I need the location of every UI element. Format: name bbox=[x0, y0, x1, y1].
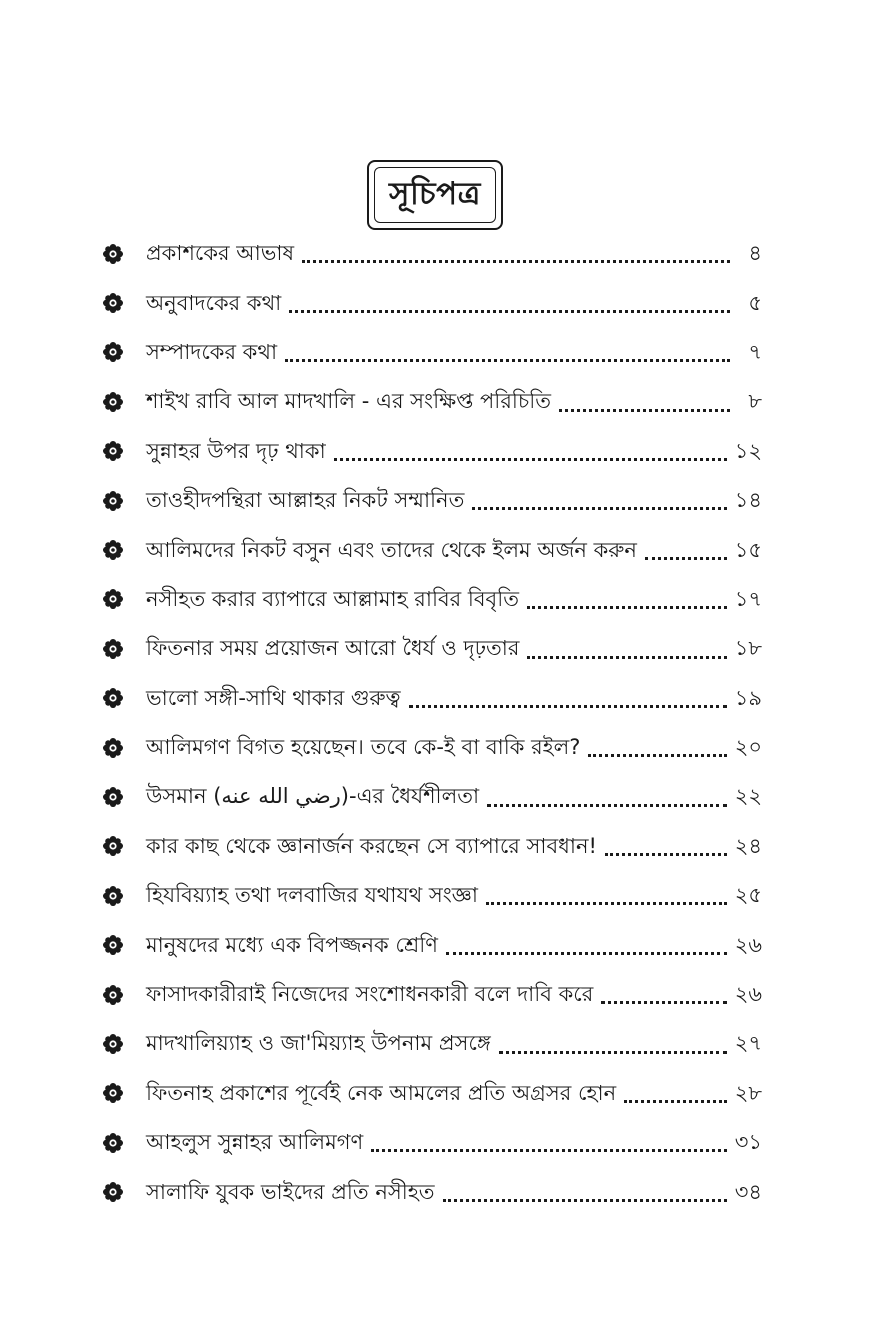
flower-icon bbox=[102, 243, 124, 265]
toc-entry bbox=[102, 476, 762, 525]
toc-entry-page: ১৪ bbox=[734, 488, 762, 513]
page-title: সূচিপত্র bbox=[374, 167, 496, 223]
toc-entry-page: ৩১ bbox=[734, 1130, 762, 1155]
dot-leader bbox=[487, 802, 727, 807]
toc-entry-title: ফাসাদকারীরাই নিজেদের সংশোধনকারী বলে দাবি করে bbox=[146, 982, 594, 1007]
toc-entry bbox=[102, 871, 762, 920]
toc-entry bbox=[102, 575, 762, 624]
toc-entry-title: তাওহীদপন্থিরা আল্লাহর নিকট সম্মানিত bbox=[146, 488, 465, 513]
toc-entry-page: ৮ bbox=[748, 389, 762, 414]
toc-entry-page: ২৬ bbox=[734, 932, 762, 957]
flower-icon bbox=[102, 539, 124, 561]
flower-icon bbox=[102, 588, 124, 610]
heading-wrap bbox=[0, 160, 870, 230]
toc-entry-title: শাইখ রাবি আল মাদখালি - এর সংক্ষিপ্ত পরিচিতি bbox=[146, 389, 551, 414]
toc-entry-page: ১২ bbox=[734, 438, 762, 463]
flower-icon bbox=[102, 687, 124, 709]
toc-entry-title: অনুবাদকের কথা bbox=[146, 290, 282, 315]
toc-entry bbox=[102, 674, 762, 723]
toc-entry bbox=[102, 427, 762, 476]
toc-entry-title: উসমান (رضي الله عنه)-এর ধৈর্যশীলতা bbox=[146, 784, 480, 809]
toc-entry-title: হিযবিয়্যাহ তথা দলবাজির যথাযথ সংজ্ঞা bbox=[146, 883, 478, 908]
dot-leader bbox=[446, 950, 727, 955]
toc-entry bbox=[102, 328, 762, 377]
toc-entry bbox=[102, 1118, 762, 1167]
toc-entry-page: ১৮ bbox=[734, 636, 762, 661]
flower-icon bbox=[102, 292, 124, 314]
toc-entry-title: মানুষদের মধ্যে এক বিপজ্জনক শ্রেণি bbox=[146, 932, 438, 957]
toc-entry-title: সালাফি যুবক ভাইদের প্রতি নসীহত bbox=[146, 1179, 435, 1204]
toc-entry-page: ২৫ bbox=[734, 883, 762, 908]
dot-leader bbox=[588, 752, 726, 757]
toc-entry-title: আলিমদের নিকট বসুন এবং তাদের থেকে ইলম অর্জন করুন bbox=[146, 537, 637, 562]
toc-entry-title: ভালো সঙ্গী-সাথি থাকার গুরুত্ব bbox=[146, 685, 401, 710]
toc-entry bbox=[102, 624, 762, 673]
dot-leader bbox=[409, 703, 727, 708]
toc-entry-title: আলিমগণ বিগত হয়েছেন। তবে কে-ই বা বাকি রইল? bbox=[146, 735, 581, 760]
dot-leader bbox=[645, 555, 727, 560]
toc-entry bbox=[102, 1069, 762, 1118]
toc-entry bbox=[102, 278, 762, 327]
flower-icon bbox=[102, 835, 124, 857]
flower-icon bbox=[102, 1132, 124, 1154]
flower-icon bbox=[102, 1082, 124, 1104]
toc-entry-page: ৪ bbox=[748, 241, 762, 266]
toc-entry-page: ২২ bbox=[734, 784, 762, 809]
toc-entry bbox=[102, 525, 762, 574]
toc-entry-title: সম্পাদকের কথা bbox=[146, 339, 278, 364]
dot-leader bbox=[472, 505, 726, 510]
dot-leader bbox=[527, 604, 727, 609]
toc-entry-title: মাদখালিয়্যাহ ও জা'মিয়্যাহ উপনাম প্রসঙ্গে bbox=[146, 1031, 491, 1056]
flower-icon bbox=[102, 885, 124, 907]
dot-leader bbox=[559, 407, 730, 412]
toc-entry-page: ৭ bbox=[748, 339, 762, 364]
dot-leader bbox=[601, 999, 726, 1004]
toc-entry bbox=[102, 822, 762, 871]
toc-entry bbox=[102, 1019, 762, 1068]
dot-leader bbox=[605, 851, 727, 856]
toc-entry-title: সুন্নাহর উপর দৃঢ় থাকা bbox=[146, 438, 326, 463]
flower-icon bbox=[102, 1181, 124, 1203]
flower-icon bbox=[102, 440, 124, 462]
toc-entry-title: আহলুস সুন্নাহর আলিমগণ bbox=[146, 1130, 364, 1155]
toc-entry-title: ফিতনার সময় প্রয়োজন আরো ধৈর্য ও দৃঢ়তার bbox=[146, 636, 520, 661]
flower-icon bbox=[102, 341, 124, 363]
toc-entry-page: ২৮ bbox=[734, 1080, 762, 1105]
toc-entry-page: ২০ bbox=[734, 735, 762, 760]
toc-entry bbox=[102, 723, 762, 772]
toc-entry-page: ২৪ bbox=[734, 833, 762, 858]
toc-entry bbox=[102, 772, 762, 821]
toc-entry-page: ৩৪ bbox=[734, 1179, 762, 1204]
dot-leader bbox=[371, 1147, 727, 1152]
dot-leader bbox=[499, 1049, 727, 1054]
dot-leader bbox=[527, 654, 726, 659]
toc-entry-title: ফিতনাহ প্রকাশের পূর্বেই নেক আমলের প্রতি অগ্রসর হোন bbox=[146, 1080, 617, 1105]
toc-entry-page: ১৫ bbox=[734, 537, 762, 562]
dot-leader bbox=[289, 308, 730, 313]
heading-frame bbox=[367, 160, 503, 230]
toc-entry-page: ২৬ bbox=[734, 982, 762, 1007]
toc-entry bbox=[102, 1167, 762, 1216]
flower-icon bbox=[102, 737, 124, 759]
dot-leader bbox=[443, 1197, 727, 1202]
dot-leader bbox=[302, 258, 730, 263]
flower-icon bbox=[102, 490, 124, 512]
flower-icon bbox=[102, 638, 124, 660]
toc-entry bbox=[102, 377, 762, 426]
table-of-contents bbox=[102, 229, 762, 1217]
flower-icon bbox=[102, 984, 124, 1006]
toc-entry-page: ১৯ bbox=[734, 685, 762, 710]
flower-icon bbox=[102, 934, 124, 956]
flower-icon bbox=[102, 786, 124, 808]
dot-leader bbox=[486, 900, 727, 905]
toc-entry-title: প্রকাশকের আভাষ bbox=[146, 241, 295, 266]
dot-leader bbox=[334, 456, 727, 461]
flower-icon bbox=[102, 391, 124, 413]
toc-entry-page: ২৭ bbox=[734, 1031, 762, 1056]
toc-entry-title: নসীহত করার ব্যাপারে আল্লামাহ রাবির বিবৃতি bbox=[146, 586, 520, 611]
toc-entry-page: ১৭ bbox=[734, 586, 762, 611]
flower-icon bbox=[102, 1033, 124, 1055]
toc-entry bbox=[102, 970, 762, 1019]
toc-entry bbox=[102, 229, 762, 278]
toc-entry-page: ৫ bbox=[748, 290, 762, 315]
toc-entry bbox=[102, 920, 762, 969]
dot-leader bbox=[285, 357, 730, 362]
dot-leader bbox=[624, 1098, 727, 1103]
toc-entry-title: কার কাছ থেকে জ্ঞানার্জন করছেন সে ব্যাপারে সাবধান! bbox=[146, 833, 597, 858]
